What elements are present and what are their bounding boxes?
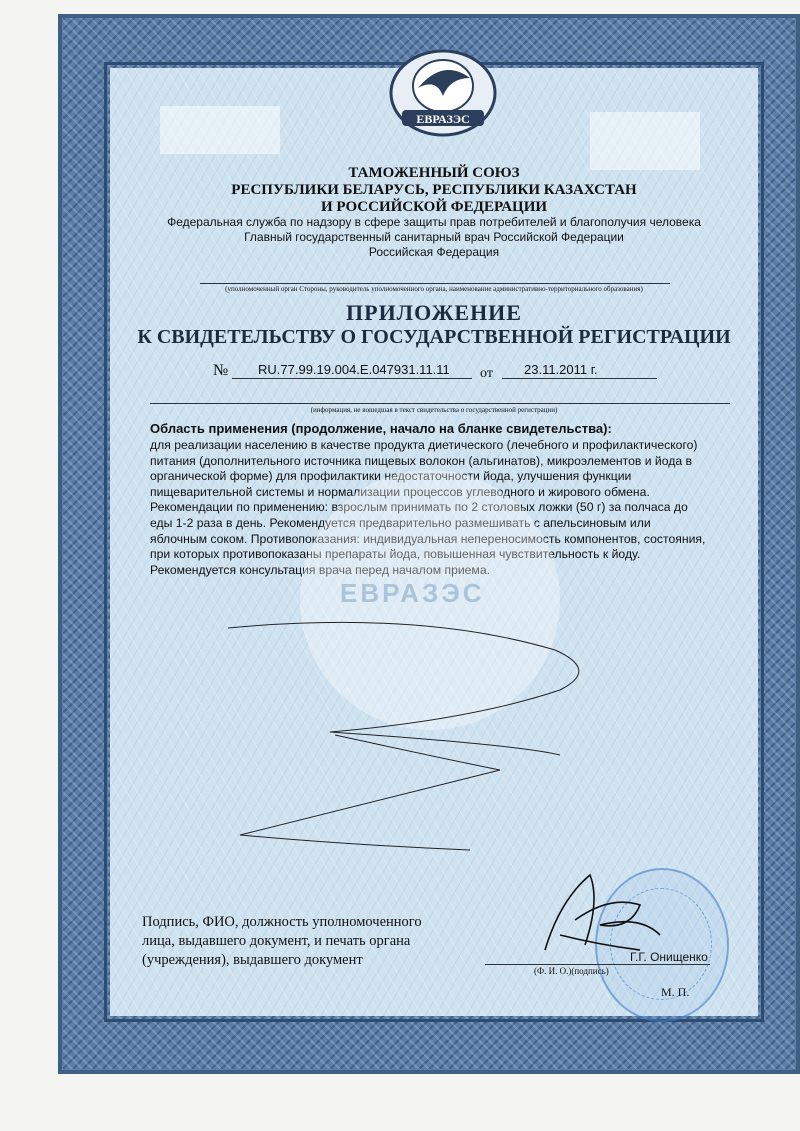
- authority-rule: [200, 283, 670, 284]
- registration-date-prefix: от: [480, 366, 493, 381]
- scope-line: Рекомендации по применению: взрослым принимать по 2 столовых ложки (50 г) за полчаса до: [150, 500, 688, 515]
- hologram-patch-left: [160, 106, 280, 154]
- scope-line: органической форме) для профилактики недостаточности йода, улучшения функции: [150, 469, 632, 484]
- title-sub: К СВИДЕТЕЛЬСТВУ О ГОСУДАРСТВЕННОЙ РЕГИСТРАЦИИ: [137, 326, 731, 348]
- scope-line: для реализации населению в качестве продукта диетического (лечебного и профилактического): [150, 438, 698, 452]
- signature-rule: [485, 964, 710, 965]
- header-union: ТАМОЖЕННЫЙ СОЮЗ: [348, 165, 520, 181]
- seal-mark: М. П.: [661, 985, 690, 999]
- scope-line: питания (дополнительного источника пищевых волокон (альгинатов), микроэлементов и йода в: [150, 453, 692, 468]
- info-caption: (информация, не вошедшая в текст свидетельства о государственной регистрации): [310, 406, 558, 414]
- official-seal-inner-ring: [610, 888, 712, 1000]
- fio-caption: (Ф. И. О.)(подпись): [534, 966, 609, 976]
- emblem-label: ЕВРАЗЭС: [416, 112, 470, 126]
- signature-caption: [142, 913, 422, 970]
- hologram-patch-right: [590, 112, 700, 170]
- scope-line: еды 1-2 раза в день. Рекомендуется предварительно размешивать с апельсиновым или: [150, 515, 651, 530]
- header-federation: И РОССИЙСКОЙ ФЕДЕРАЦИИ: [320, 199, 548, 215]
- registration-number: RU.77.99.19.004.E.047931.11.11: [258, 362, 450, 377]
- signature-caption-line: Подпись, ФИО, должность уполномоченного: [142, 914, 422, 930]
- header-official: Главный государственный санитарный врач Российской Федерации: [244, 230, 624, 244]
- info-rule: [150, 403, 730, 404]
- signature-caption-line: лица, выдавшего документ, и печать органа: [142, 933, 411, 949]
- registration-date: 23.11.2011 г.: [524, 362, 598, 377]
- registration-number-rule: [232, 378, 472, 379]
- header-country: Российская Федерация: [368, 245, 500, 259]
- scope-line: яблочным соком. Противопоказания: индивидуальная непереносимость компонентов, состояния,: [150, 531, 706, 546]
- registration-number-prefix: №: [213, 362, 229, 379]
- authority-caption: (уполномоченный орган Стороны, руководитель уполномоченного органа, наименование административно-территориального образования): [225, 285, 643, 293]
- header-republics: РЕСПУБЛИКИ БЕЛАРУСЬ, РЕСПУБЛИКИ КАЗАХСТАН: [231, 182, 637, 198]
- signature-caption-line: (учреждения), выдавшего документ: [142, 952, 363, 968]
- scope-line: Рекомендуется консультация врача перед началом приема.: [150, 562, 490, 577]
- scope-heading: Область применения (продолжение, начало на бланке свидетельства):: [150, 421, 612, 436]
- scope-line: пищеварительной системы и нормализации процессов углеводного и жирового обмена.: [150, 484, 650, 499]
- title-main: ПРИЛОЖЕНИЕ: [346, 300, 522, 325]
- scope-line: при которых противопоказаны препараты йода, повышенная чувствительность к йоду.: [150, 547, 641, 562]
- header-agency: Федеральная служба по надзору в сфере защиты прав потребителей и благополучия человека: [167, 215, 701, 229]
- registration-date-rule: [502, 378, 657, 379]
- signer-name: Г.Г. Онищенко: [630, 950, 708, 964]
- watermark-text: ЕВРАЗЭС: [340, 578, 485, 608]
